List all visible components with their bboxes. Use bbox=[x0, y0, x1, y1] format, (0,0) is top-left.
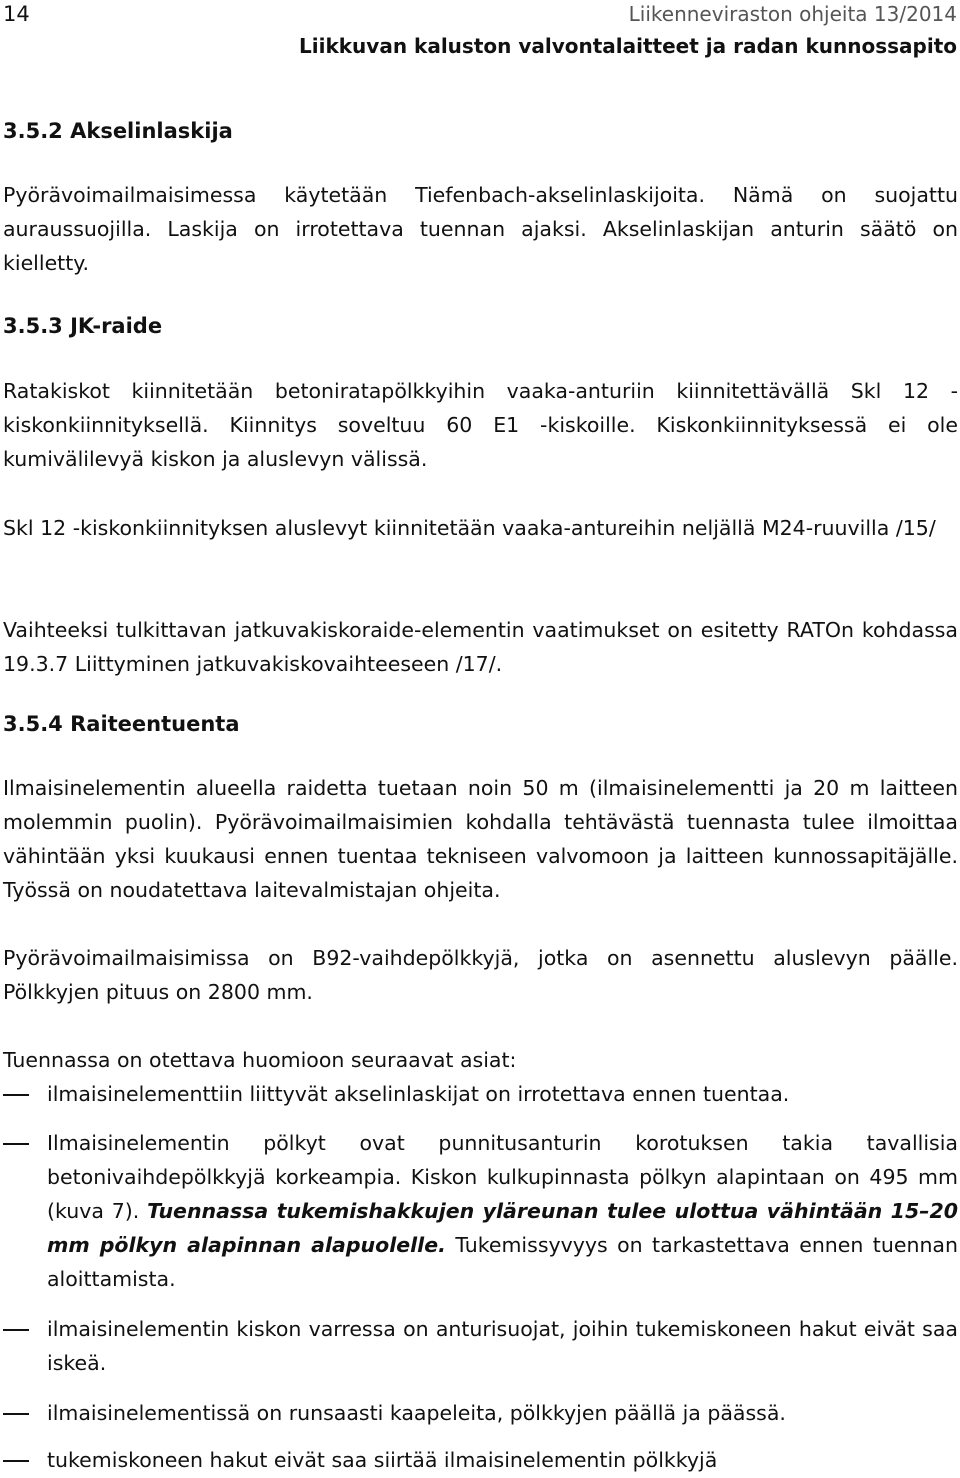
list-item bbox=[3, 1443, 958, 1477]
list-item bbox=[3, 1077, 958, 1111]
section-heading-3-5-3: 3.5.3 JK-raide bbox=[3, 314, 163, 338]
paragraph-raiteentuenta-1: Ilmaisinelementin alueella raidetta tuetaan noin 50 m (ilmaisinelementti ja 20 m laitteen molemmin puolin). Pyörävoimailmaisimien kohdalla tehtävästä tuennasta tulee ilmoittaa vähintään yksi kuukausi ennen tuentaa tekniseen valvomoon ja laitteen kunnossapitäjälle. Työssä on noudatettava laitevalmistajan ohjeita. bbox=[3, 776, 958, 902]
list-item-text-start: Ilmaisinelementin pölkyt ovat punnitusanturin korotuksen takia tavallisia betonivaihdepölkkyjä korkeampia. Kiskon kulkupinnasta pölkyn alapintaan on 495 mm (kuva 7). bbox=[47, 1131, 958, 1223]
paragraph-jk-raide-3: Vaihteeksi tulkittavan jatkuvakiskoraide-elementin vaatimukset on esitetty RATOn kohdassa 19.3.7 Liittyminen jatkuvakiskovaihteeseen /17/. bbox=[3, 618, 958, 676]
dash-bullet-icon bbox=[3, 1413, 29, 1415]
emphasized-instruction: Tuennassa tukemishakkujen yläreunan tulee ulottua vähintään 15–20 mm pölkyn alapinnan alapuolelle. bbox=[47, 1199, 958, 1257]
list-item bbox=[3, 1312, 958, 1380]
list-item-text bbox=[47, 1126, 958, 1296]
list-item-text-end: Tukemissyvyys on tarkastettava ennen tuennan aloittamista. bbox=[47, 1233, 958, 1291]
list-item bbox=[3, 1126, 958, 1296]
paragraph-akselinlaskija: Pyörävoimailmaisimessa käytetään Tiefenbach-akselinlaskijoita. Nämä on suojattu auraussuojilla. Laskija on irrotettava tuennan ajaksi. Akselinlaskijan anturin säätö on kielletty. bbox=[3, 183, 958, 275]
section-heading-3-5-4: 3.5.4 Raiteentuenta bbox=[3, 712, 240, 736]
list-item-text: tukemiskoneen hakut eivät saa siirtää ilmaisinelementin pölkkyjä bbox=[47, 1448, 718, 1472]
section-heading-3-5-2: 3.5.2 Akselinlaskija bbox=[3, 119, 233, 143]
paragraph-jk-raide-2: Skl 12 -kiskonkiinnityksen aluslevyt kiinnitetään vaaka-antureihin neljällä M24-ruuvilla /15/ bbox=[3, 516, 936, 540]
paragraph-raiteentuenta-2: Pyörävoimailmaisimissa on B92-vaihdepölkkyjä, jotka on asennettu aluslevyn päälle. Pölkkyjen pituus on 2800 mm. bbox=[3, 946, 958, 1004]
list-item-text: ilmaisinelementissä on runsaasti kaapeleita, pölkkyjen päällä ja päässä. bbox=[47, 1401, 786, 1425]
dash-bullet-icon bbox=[3, 1143, 29, 1145]
dash-bullet-icon bbox=[3, 1460, 29, 1462]
dash-bullet-icon bbox=[3, 1329, 29, 1331]
list-item bbox=[3, 1396, 958, 1430]
list-item-text: ilmaisinelementtiin liittyvät akselinlaskijat on irrotettava ennen tuentaa. bbox=[47, 1082, 790, 1106]
paragraph-raiteentuenta-3: Tuennassa on otettava huomioon seuraavat asiat: bbox=[3, 1048, 517, 1072]
publication-title: Liikenneviraston ohjeita 13/2014 bbox=[628, 2, 957, 26]
dash-bullet-icon bbox=[3, 1094, 29, 1096]
page-number: 14 bbox=[3, 2, 30, 26]
document-title: Liikkuvan kaluston valvontalaitteet ja radan kunnossapito bbox=[299, 34, 957, 58]
paragraph-jk-raide-1: Ratakiskot kiinnitetään betoniratapölkkyihin vaaka-anturiin kiinnitettävällä Skl 12 -kiskonkiinnityksellä. Kiinnitys soveltuu 60 E1 -kiskoille. Kiskonkiinnityksessä ei ole kumivälilevyä kiskon ja aluslevyn välissä. bbox=[3, 379, 958, 471]
list-item-text: ilmaisinelementin kiskon varressa on anturisuojat, joihin tukemiskoneen hakut eivät saa iskeä. bbox=[47, 1317, 958, 1375]
